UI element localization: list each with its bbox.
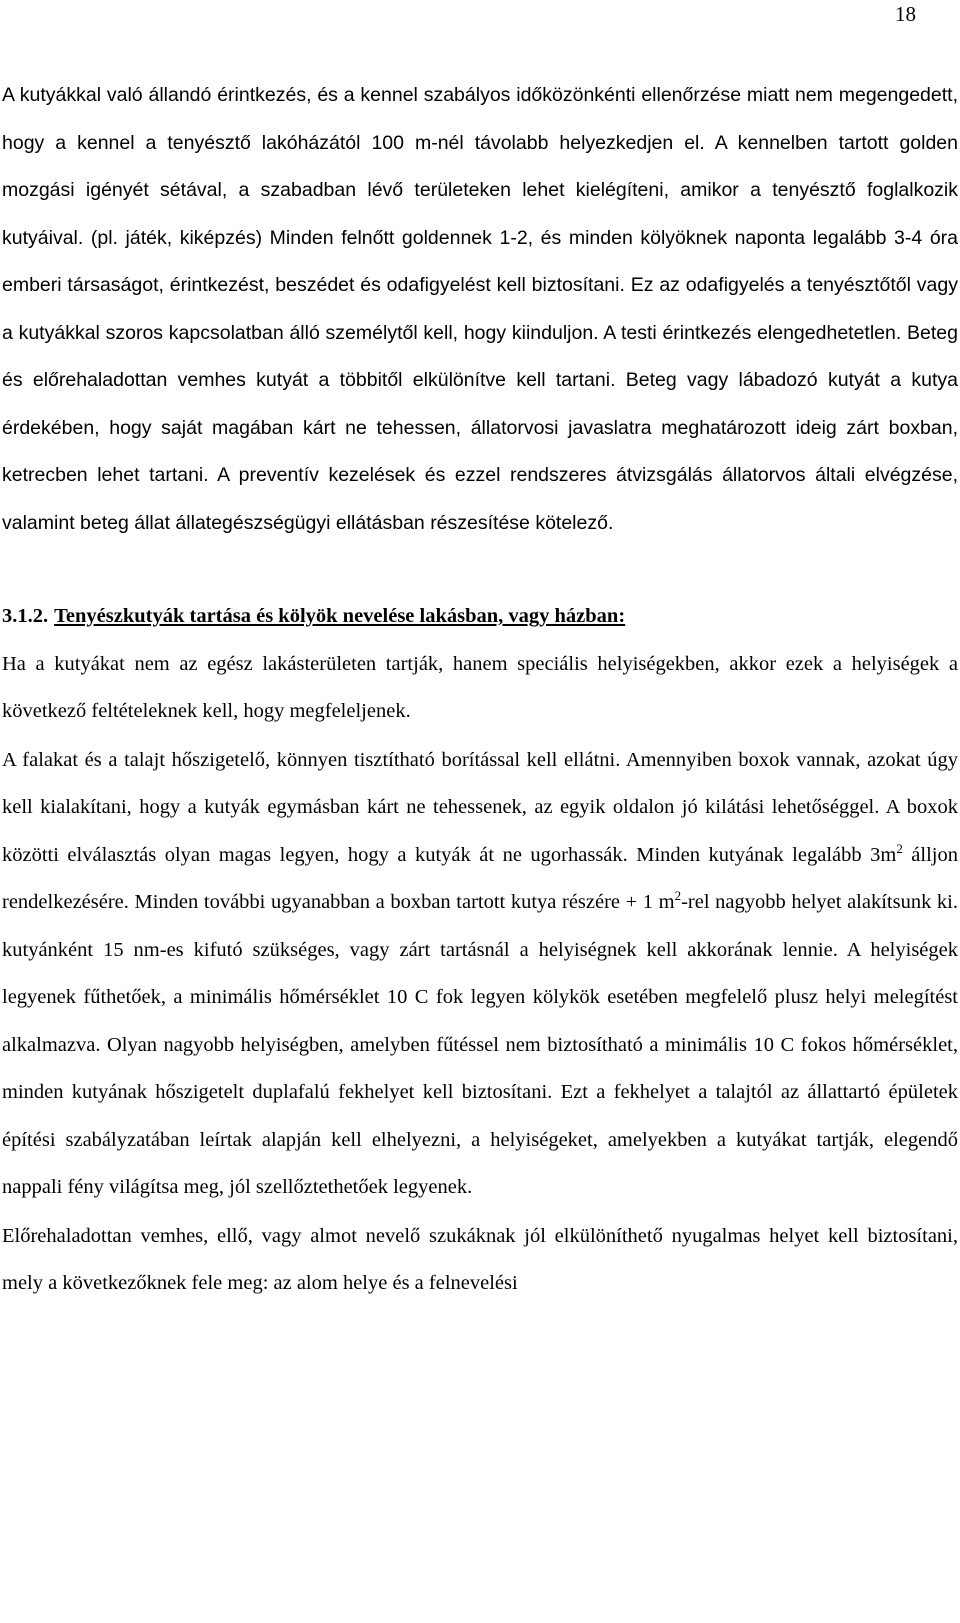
page-number: 18: [895, 2, 916, 26]
text-segment: álljon rendelkezésére. Minden további ugyanabban a boxban tartott kutya részére + 1 m: [2, 843, 958, 913]
document-body: [2, 72, 958, 1308]
section-title: Tenyészkutyák tartása és kölyök nevelése lakásban, vagy házban:: [54, 605, 626, 627]
superscript: 2: [896, 840, 903, 856]
text-segment: A falakat és a talajt hőszigetelő, könnyen tisztítható borítással kell ellátni. Amennyiben boxok vannak, azokat úgy kell kialakítani, hogy a kutyák egymásban kárt ne tehessenek, az egyik oldalon jó kilátási lehetőséggel. A boxok közötti elválasztás olyan magas legyen, hogy a kutyák át ne ugorhassák. Minden kutyának legalább 3m: [2, 748, 958, 866]
text-segment: -rel nagyobb helyet alakítsunk ki. kutyánként 15 nm-es kifutó szükséges, vagy zárt tartásnál a helyiségnek kell akkorának lennie. A helyiségek legyenek fűthetőek, a minimális hőmérséklet 10 C fok legyen kölykök esetében megfelelő plusz helyi melegítést alkalmazva. Olyan nagyobb helyiségben, amelyben fűtéssel nem biztosítható a minimális 10 C fokos hőmérséklet, minden kutyának hőszigetelt duplafalú fekhelyet kell biztosítani. Ezt a fekhelyet a talajtól az állattartó épületek építési szabályzatában leírtak alapján kell elhelyezni, a helyiségeket, amelyekben a kutyákat tartják, elegendő nappali fény világítsa meg, jól szellőztethetőek legyenek.: [2, 891, 959, 1198]
superscript: 2: [674, 888, 682, 904]
paragraph-pregnant-dogs: Előrehaladottan vemhes, ellő, vagy almot nevelő szukáknak jól elkülöníthető nyugalmas helyet kell biztosítani, mely a következőknek fele meg: az alom helye és a felnevelési: [2, 1224, 958, 1294]
paragraph-kennel-rules: A kutyákkal való állandó érintkezés, és a kennel szabályos időközönkénti ellenőrzése miatt nem megengedett, hogy a kennel a tenyésztő lakóházától 100 m-nél távolabb helyezkedjen el. A kennelben tartott golden mozgási igényét sétával, a szabadban lévő területeken lehet kielégíteni, amikor a tenyésztő foglalkozik kutyáival. (pl. játék, kiképzés) Minden felnőtt goldennek 1-2, és minden kölyöknek naponta legalább 3-4 óra emberi társaságot, érintkezést, beszédet és odafigyelést kell biztosítani. Ez az odafigyelés a tenyésztőtől vagy a kutyákkal szoros kapcsolatban álló személytől kell, hogy kiinduljon. A testi érintkezés elengedhetetlen. Beteg és előrehaladottan vemhes kutyát a többitől elkülönítve kell tartani. Beteg vagy lábadozó kutyát a kutya érdekében, hogy saját magában kárt ne tehessen, állatorvosi javaslatra meghatározott ideig zárt boxban, ketrecben lehet tartani. A preventív kezelések és ezzel rendszeres átvizsgálás állatorvos általi elvégzése, valamint beteg állat állategészségügyi ellátásban részesítése kötelező.: [2, 84, 958, 534]
section-number: 3.1.2.: [2, 605, 49, 627]
spacer: [2, 547, 958, 593]
paragraph-room-requirements: [2, 737, 958, 1212]
section-heading: [2, 593, 958, 641]
paragraph-special-rooms: Ha a kutyákat nem az egész lakásterületen tartják, hanem speciális helyiségekben, akkor ezek a helyiségek a következő feltételeknek kell, hogy megfeleljenek.: [2, 652, 958, 722]
